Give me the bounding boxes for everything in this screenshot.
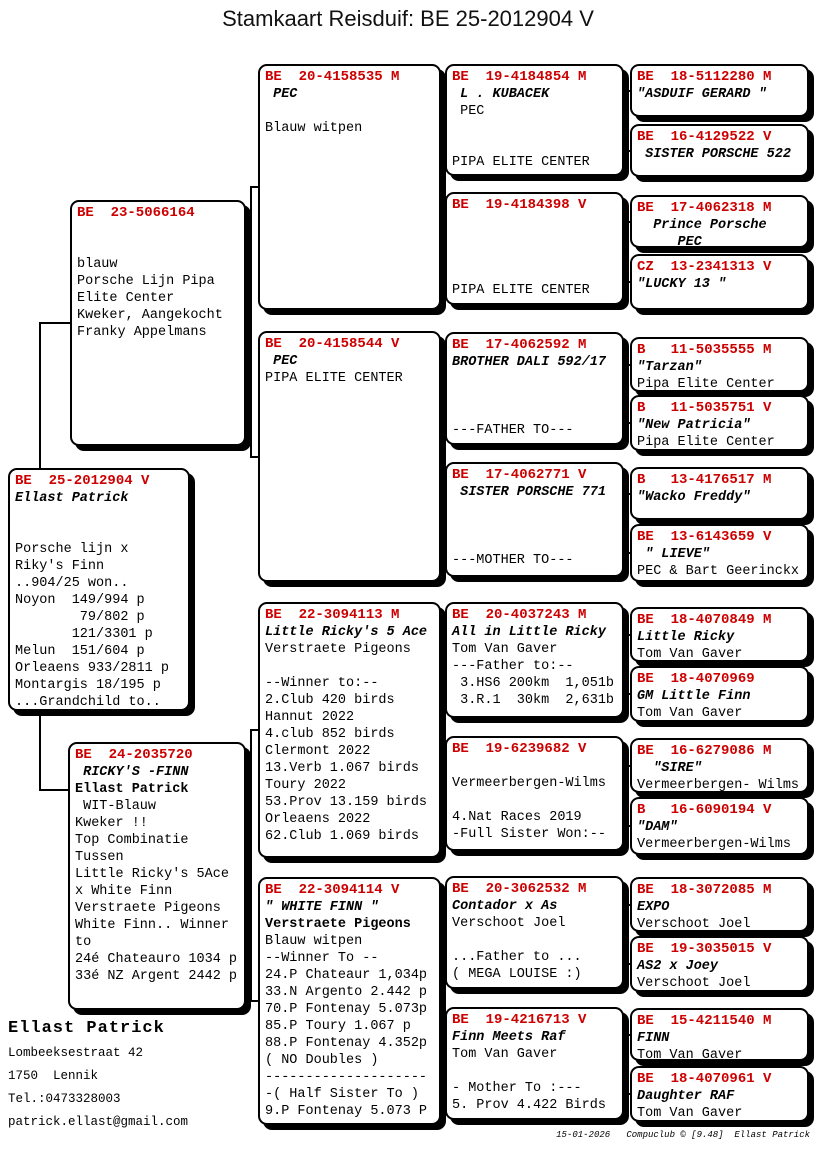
box-line: Tom Van Gaver [637,1048,743,1061]
box-line: Tom Van Gaver [637,1106,743,1121]
box-line: Contador x As [452,899,558,914]
pedigree-box-g4-11 [630,738,809,793]
connector-segment [251,729,258,731]
box-line: Pipa Elite Center [637,377,775,392]
box-line: " WHITE FINN " [265,900,379,915]
connector-segment [251,1000,258,1002]
box-line: ( NO Doubles ) [265,1053,379,1068]
box-line: Verstraete Pigeons [265,917,411,932]
ring-number: BE 17-4062318 M [637,200,772,216]
box-line: ---Father to:-- [452,659,574,674]
box-line: Little Ricky [637,630,735,645]
box-line [452,535,617,552]
box-line: "New Patricia" [637,418,751,433]
box-line: PIPA ELITE CENTER [452,283,590,298]
ring-number: BE 18-3072085 M [637,882,772,898]
box-line [452,405,617,422]
owner-phone-line: Tel.:0473328003 [8,1092,121,1106]
box-line [452,758,617,775]
box-line [452,120,617,137]
box-line: Kweker, Aangekocht [77,308,223,323]
box-line [452,501,617,518]
pedigree-box-g4-10 [630,666,809,722]
box-line: Orleaens 933/2811 p [15,661,169,676]
ring-number: BE 16-4129522 V [637,129,772,145]
ring-number: BE 18-4070961 V [637,1071,772,1087]
box-line: 13.Verb 1.067 birds [265,761,419,776]
pedigree-box-g4-12 [630,797,809,855]
owner-block [8,1016,188,1134]
pedigree-box-g4-9 [630,607,809,662]
box-line: Clermont 2022 [265,744,371,759]
box-line: Vermeerbergen-Wilms [452,776,606,791]
connector-segment [251,456,258,458]
box-line [452,265,617,282]
owner-email-line: patrick.ellast@gmail.com [8,1115,189,1129]
box-line: Ellast Patrick [75,782,189,797]
box-line: Vermeerbergen-Wilms [637,837,791,852]
owner-name: Ellast Patrick [8,1019,165,1038]
owner-city-line: 1750 Lennik [8,1069,99,1083]
ring-number: BE 20-3062532 M [452,881,587,897]
box-line: 121/3301 p [15,627,153,642]
box-line: 9.P Fontenay 5.073 P [265,1104,428,1119]
box-line: Hannut 2022 [265,710,355,725]
ring-number: B 11-5035555 M [637,342,772,358]
box-line: WIT-Blauw [75,799,157,814]
box-line: Verstraete Pigeons [75,901,221,916]
box-line: Orleaens 2022 [265,812,371,827]
box-line: All in Little Ricky [452,625,606,640]
box-line: EXPO [637,900,670,915]
pedigree-box-g3-7 [445,876,624,989]
box-line: PEC [637,235,702,248]
connector-segment [626,493,628,554]
connector-segment [626,90,628,152]
box-line: 24.P Chateaur 1,034p [265,968,428,983]
box-line: "Tarzan" [637,360,702,375]
box-line: 4.club 852 birds [265,727,395,742]
box-line: Tom Van Gaver [452,642,558,657]
ring-number: BE 24-2035720 [75,747,193,763]
box-line [265,103,434,120]
pedigree-box-father [70,200,246,446]
box-line: blauw [77,257,118,272]
box-line: Finn Meets Raf [452,1030,566,1045]
connector-segment [626,1034,628,1095]
box-line: "SIRE" [637,761,702,776]
pedigree-box-g3-2 [445,192,624,305]
box-line: PEC [265,87,298,102]
connector-segment [250,186,252,458]
box-line: Montargis 18/195 p [15,678,161,693]
ring-number: BE 17-4062592 M [452,337,587,353]
ring-number: BE 19-3035015 V [637,941,772,957]
box-line [452,214,617,231]
box-line: "LUCKY 13 " [637,277,727,292]
box-line: 88.P Fontenay 4.352p [265,1036,428,1051]
box-line: ---FATHER TO--- [452,423,574,438]
pedigree-box-g4-16 [630,1066,809,1122]
connector-segment [626,765,628,827]
box-line [452,518,617,535]
ring-number: BE 15-4211540 M [637,1013,772,1029]
box-line: 70.P Fontenay 5.073p [265,1002,428,1017]
box-line: BROTHER DALI 592/17 [452,355,606,370]
pedigree-box-g4-13 [630,877,809,932]
pedigree-box-g4-8 [630,524,809,582]
box-line: Prince Porsche [637,218,767,233]
ring-number: B 11-5035751 V [637,400,772,416]
box-line: to [75,935,92,950]
box-line: L . KUBACEK [452,87,550,102]
box-line: --Winner to:-- [265,676,379,691]
ring-number: BE 20-4037243 M [452,607,587,623]
box-line: Blauw witpen [265,121,363,136]
box-line: Porsche Lijn Pipa [77,274,215,289]
box-line: 53.Prov 13.159 birds [265,795,428,810]
box-line: SISTER PORSCHE 522 [637,147,791,162]
box-line: " LIEVE" [637,547,710,562]
ring-number: BE 17-4062771 V [452,467,587,483]
pedigree-box-g4-2 [630,124,809,177]
box-line: ..904/25 won.. [15,576,129,591]
connector-segment [250,729,252,1002]
box-line [452,932,617,949]
pedigree-box-subject [8,468,190,711]
ring-number: CZ 13-2341313 V [637,259,772,275]
box-line: Blauw witpen [265,934,363,949]
pedigree-box-g3-1 [445,64,624,176]
box-line: Ellast Patrick [15,491,129,506]
box-line: Porsche lijn x [15,542,129,557]
box-line: Kweker !! [75,816,148,831]
box-line: --Winner To -- [265,951,379,966]
ring-number: BE 19-4184854 M [452,69,587,85]
box-line: Tom Van Gaver [637,647,743,662]
box-line: ( MEGA LOUISE :) [452,967,582,982]
box-line [265,658,434,675]
page-title: Stamkaart Reisduif: BE 25-2012904 V [222,6,594,31]
box-line: Pipa Elite Center [637,435,775,450]
box-line: ...Grandchild to.. [15,695,161,710]
box-line: 5. Prov 4.422 Birds [452,1098,606,1113]
box-line: Noyon 149/994 p [15,593,145,608]
connector-segment [41,789,68,791]
box-line: x White Finn [75,884,173,899]
box-line: Little Ricky's 5 Ace [265,625,428,640]
ring-number: BE 18-5112280 M [637,69,772,85]
ring-number: BE 22-3094114 V [265,882,400,898]
ring-number: BE 22-3094113 M [265,607,400,623]
box-line: SISTER PORSCHE 771 [452,485,606,500]
ring-number: BE 18-4070849 M [637,612,772,628]
box-line [77,239,239,256]
box-line: FINN [637,1031,670,1046]
pedigree-box-g4-4 [630,254,809,310]
connector-segment [626,904,628,965]
box-line: Verschoot Joel [452,916,566,931]
pedigree-box-g3-3 [445,332,624,445]
box-line: AS2 x Joey [637,959,719,974]
box-line [452,248,617,265]
pedigree-box-grandsire-m [258,602,441,858]
box-line: GM Little Finn [637,689,751,704]
box-line: White Finn.. Winner [75,918,229,933]
connector-segment [626,364,628,424]
box-line: Tom Van Gaver [637,706,743,721]
box-line: Toury 2022 [265,778,347,793]
box-line: 3.HS6 200km 1,051b [452,676,615,691]
box-line: Daughter RAF [637,1089,735,1104]
box-line: Riky's Finn [15,559,105,574]
pedigree-box-g4-3 [630,195,809,248]
pedigree-box-mother [68,742,246,1010]
pedigree-box-g4-6 [630,395,809,451]
box-line: -Full Sister Won:-- [452,827,606,842]
box-line [15,507,183,524]
box-line: 24é Chateauro 1034 p [75,952,238,967]
pedigree-box-g3-5 [445,602,624,718]
ring-number: BE 23-5066164 [77,205,195,221]
box-line: Verschoot Joel [637,976,751,991]
box-line: Melun 151/604 p [15,644,145,659]
box-line: Tom Van Gaver [452,1047,558,1062]
ring-number: BE 19-4184398 V [452,197,587,213]
ring-number: BE 25-2012904 V [15,473,150,489]
box-line [452,231,617,248]
pedigree-box-g3-4 [445,462,624,577]
box-line: -------------------- [265,1070,428,1085]
pedigree-box-granddam-m [258,877,441,1125]
box-line [452,388,617,405]
pedigree-box-g4-7 [630,467,809,520]
box-line: 79/802 p [15,610,145,625]
box-line [452,792,617,809]
pedigree-box-g3-8 [445,1007,624,1120]
ring-number: BE 13-6143659 V [637,529,772,545]
box-line: -( Half Sister To ) [265,1087,419,1102]
box-line: "Wacko Freddy" [637,490,751,505]
connector-segment [442,659,444,795]
box-line: Verstraete Pigeons [265,642,411,657]
box-line: Top Combinatie [75,833,189,848]
pedigree-box-g3-6 [445,736,624,851]
box-line: Franky Appelmans [77,325,207,340]
connector-segment [251,186,258,188]
box-line: 33é NZ Argent 2442 p [75,969,238,984]
box-line: ...Father to ... [452,950,582,965]
box-line: ---MOTHER TO--- [452,553,574,568]
box-line: PIPA ELITE CENTER [452,155,590,170]
box-line: RICKY'S -FINN [75,765,189,780]
ring-number: BE 18-4070969 [637,671,755,687]
box-line: PEC & Bart Geerinckx [637,564,800,579]
connector-segment [626,634,628,695]
box-line: Verschoot Joel [637,917,751,932]
ring-number: BE 19-6239682 V [452,741,587,757]
footer-credit: 15-01-2026 Compuclub © [9.48] Ellast Patrick [556,1130,810,1140]
box-line: Vermeerbergen- Wilms [637,778,800,793]
connector-segment [442,388,444,521]
box-line: 4.Nat Races 2019 [452,810,582,825]
box-line [77,222,239,239]
ring-number: BE 20-4158544 V [265,336,400,352]
pedigree-box-grandsire-p [258,64,441,310]
pedigree-box-g4-5 [630,337,809,392]
connector-segment [442,932,444,1065]
box-line: 85.P Toury 1.067 p [265,1019,411,1034]
box-line: Tussen [75,850,124,865]
ring-number: B 16-6090194 V [637,802,772,818]
box-line: PEC [452,104,485,119]
pedigree-box-g4-14 [630,936,809,992]
box-line [452,371,617,388]
connector-segment [626,221,628,283]
ring-number: B 13-4176517 M [637,472,772,488]
box-line: 3.R.1 30km 2,631b [452,693,615,708]
box-line: "ASDUIF GERARD " [637,87,767,102]
box-line: "DAM" [637,820,678,835]
connector-segment [442,119,444,250]
box-line: 62.Club 1.069 birds [265,829,419,844]
box-line: 2.Club 420 birds [265,693,395,708]
box-line: PEC [265,354,298,369]
owner-address-line: Lombeeksestraat 42 [8,1046,144,1060]
box-line: - Mother To :--- [452,1081,582,1096]
pedigree-box-g4-1 [630,64,809,117]
pedigree-box-granddam-p [258,331,441,582]
pedigree-box-g4-15 [630,1008,809,1061]
connector-segment [41,322,70,324]
ring-number: BE 16-6279086 M [637,743,772,759]
box-line: Elite Center [77,291,175,306]
box-line [15,524,183,541]
box-line: 33.N Argento 2.442 p [265,985,428,1000]
box-line: Little Ricky's 5Ace [75,867,229,882]
ring-number: BE 19-4216713 V [452,1012,587,1028]
box-line [452,1063,617,1080]
box-line [452,137,617,154]
ring-number: BE 20-4158535 M [265,69,400,85]
box-line: PIPA ELITE CENTER [265,371,403,386]
